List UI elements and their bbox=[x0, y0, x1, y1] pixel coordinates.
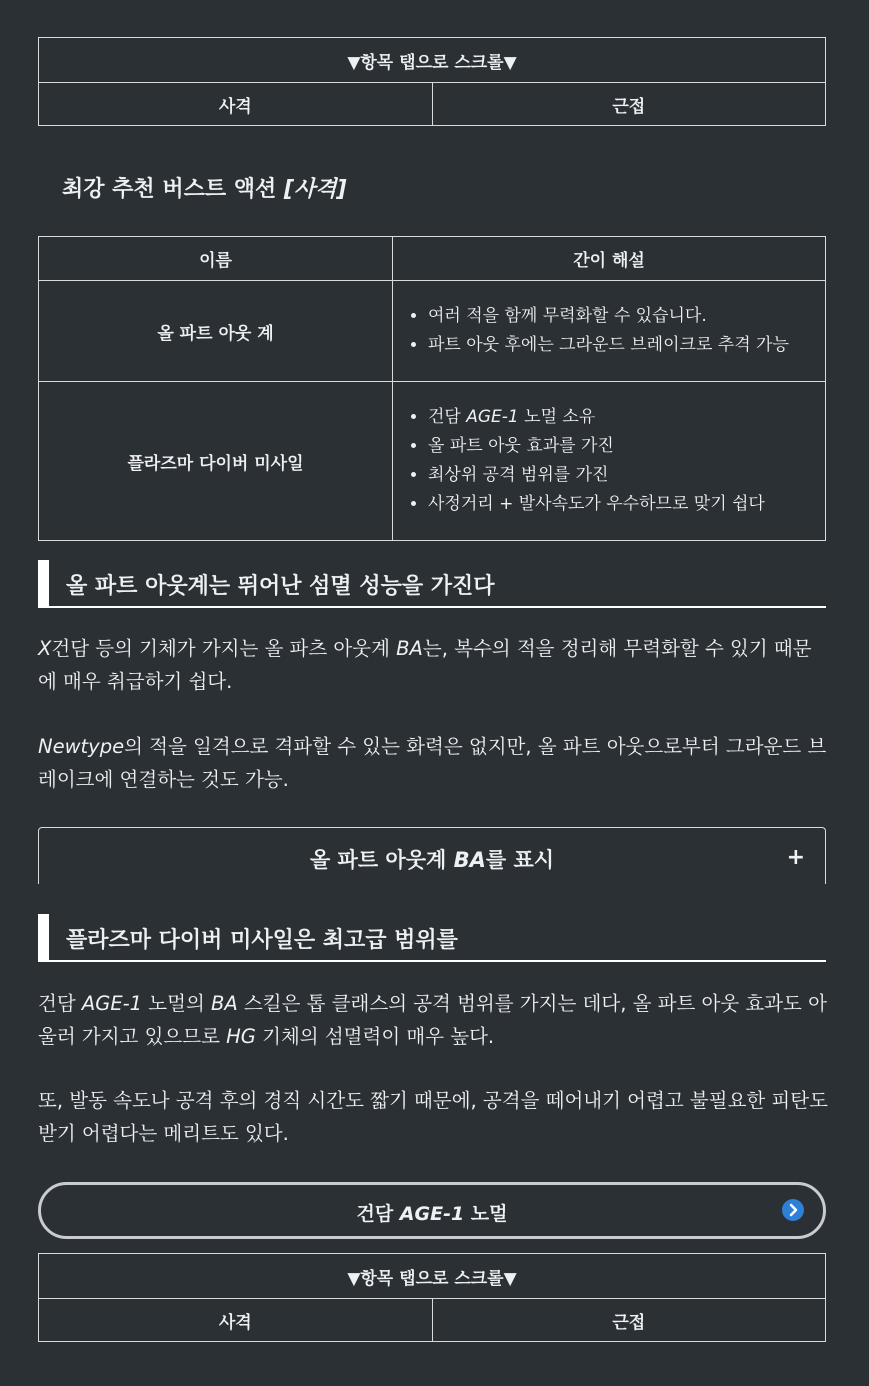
section-title: 플라즈마 다이버 미사일은 최고급 범위를 bbox=[66, 928, 458, 953]
section-heading-all-part-out bbox=[38, 560, 826, 608]
paragraph: X건담 등의 기체가 가지는 올 파츠 아웃계 BA는, 복수의 적을 정리해 무력화할 수 있기 때문에 매우 취급하기 쉽다. bbox=[38, 637, 812, 693]
scroll-to-tabs-header: ▼항목 탭으로 스크롤▼ bbox=[39, 1254, 826, 1299]
row-desc bbox=[393, 382, 826, 541]
page-heading bbox=[62, 172, 347, 203]
tab-melee[interactable]: 근접 bbox=[432, 1299, 826, 1342]
section-heading-plasma-diver bbox=[38, 914, 826, 962]
paragraph: Newtype의 적을 일격으로 격파할 수 있는 화력은 없지만, 올 파트 아웃으로부터 그라운드 브레이크에 연결하는 것도 가능. bbox=[38, 735, 827, 791]
toggle-label: 올 파트 아웃계 BA를 표시 bbox=[309, 848, 555, 872]
tab-melee[interactable]: 근접 bbox=[432, 83, 826, 126]
heading-text: 최강 추천 버스트 액션 bbox=[62, 177, 284, 202]
col-header-desc: 간이 해설 bbox=[393, 237, 826, 281]
row-desc bbox=[393, 281, 826, 382]
chevron-right-icon bbox=[782, 1199, 804, 1221]
paragraph: 건담 AGE-1 노멀의 BA 스킬은 톱 클래스의 공격 범위를 가지는 데다, 올 파트 아웃 효과도 아울러 가지고 있으므로 HG 기체의 섬멸력이 매우 높다. bbox=[38, 992, 827, 1048]
scroll-to-tabs-header: ▼항목 탭으로 스크롤▼ bbox=[39, 38, 826, 83]
list-item: • 사정거리 + 발사속도가 우수하므로 맞기 쉽다 bbox=[428, 490, 814, 519]
list-item: • 건담 AGE-1 노멀 소유 bbox=[428, 403, 814, 432]
recommend-table bbox=[38, 236, 826, 541]
paragraph: 또, 발동 속도나 공격 후의 경직 시간도 짧기 때문에, 공격을 떼어내기 어렵고 불필요한 피탄도 받기 어렵다는 메리트도 있다. bbox=[38, 1089, 828, 1145]
link-label: 건담 AGE-1 노멀 bbox=[356, 1203, 508, 1225]
list-item: • 파트 아웃 후에는 그라운드 브레이크로 추격 가능 bbox=[428, 331, 814, 360]
section-tabs-top bbox=[38, 37, 826, 126]
plus-icon[interactable]: + bbox=[786, 845, 805, 870]
table-row bbox=[39, 281, 826, 382]
tab-shooting[interactable]: 사격 bbox=[39, 1299, 433, 1342]
col-header-name: 이름 bbox=[39, 237, 393, 281]
section-title: 올 파트 아웃계는 뛰어난 섬멸 성능을 가진다 bbox=[66, 574, 495, 599]
list-item: • 올 파트 아웃 효과를 가진 bbox=[428, 432, 814, 461]
section-tabs-bottom bbox=[38, 1253, 826, 1342]
heading-bracket: [사격] bbox=[283, 177, 347, 202]
gundam-age1-normal-link-button[interactable] bbox=[38, 1182, 826, 1239]
row-name: 올 파트 아웃 계 bbox=[39, 281, 393, 382]
list-item: • 최상위 공격 범위를 가진 bbox=[428, 461, 814, 490]
table-row bbox=[39, 382, 826, 541]
tab-shooting[interactable]: 사격 bbox=[39, 83, 433, 126]
show-all-part-out-ba-toggle[interactable] bbox=[38, 827, 826, 884]
row-name: 플라즈마 다이버 미사일 bbox=[39, 382, 393, 541]
list-item: • 여러 적을 함께 무력화할 수 있습니다. bbox=[428, 302, 814, 331]
